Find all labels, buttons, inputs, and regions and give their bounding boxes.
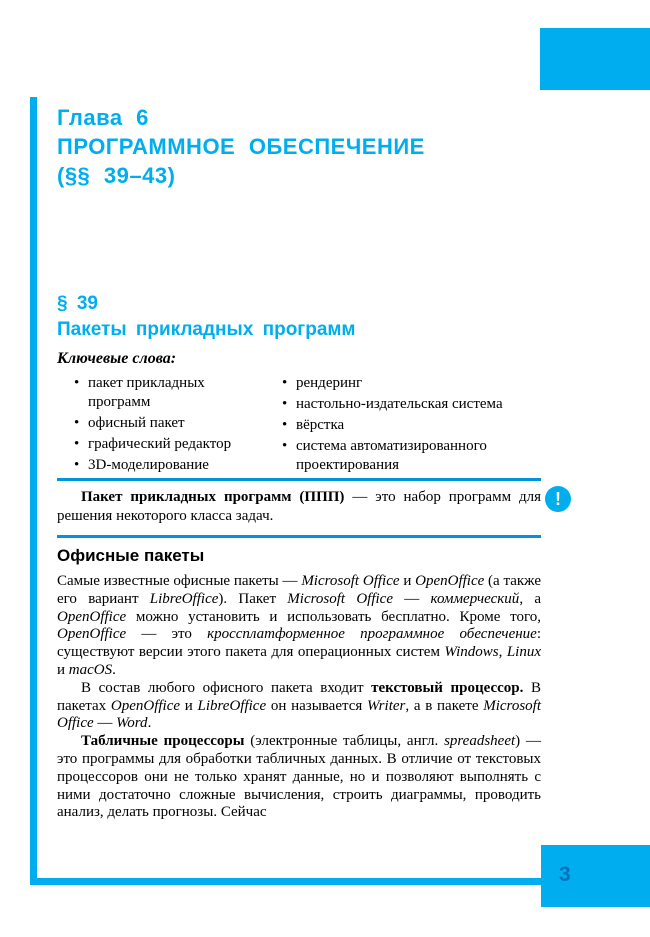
keywords-column-2	[280, 374, 532, 477]
keyword-item: • пакет прикладных программ	[72, 374, 240, 412]
keyword-item: • настольно-издательская система	[280, 395, 532, 414]
keywords-label: Ключевые слова:	[57, 350, 177, 367]
paragraph: Самые известные офисные пакеты — Microsoft Office и OpenOffice (а также его вариант LibreOffice). Пакет Microsoft Office — коммерческий, а OpenOffice можно установить и использовать бесплатно. Кроме того, OpenOffice — это кроссплатформенное программное обеспечение: существуют версии этого пакета для операционных систем Windows, Linux и macOS.	[57, 573, 542, 678]
definition-text: Пакет прикладных программ (ППП) — это набор программ для решения некоторого класса задач.	[57, 489, 542, 524]
page-number: 3	[559, 863, 571, 886]
body-text	[57, 573, 541, 822]
keyword-item: • рендеринг	[280, 374, 532, 393]
left-accent-bar	[30, 97, 37, 885]
bottom-right-accent-block	[541, 845, 650, 907]
chapter-line-1: Глава 6	[57, 105, 149, 130]
subsection-heading: Офисные пакеты	[57, 546, 205, 565]
chapter-line-3: (§§ 39–43)	[57, 163, 176, 188]
top-right-accent-block	[540, 28, 650, 90]
keywords-column-1	[72, 374, 240, 477]
keyword-item: • 3D-моделирование	[72, 456, 240, 475]
chapter-heading	[57, 103, 541, 190]
paragraph: Табличные процессоры (электронные таблицы, англ. spreadsheet) — это программы для обработки табличных данных. В отличие от текстовых процессоров они не только хранят данные, но и позволяют выполнять с ними достаточно сложные вычисления, строить диаграммы, проводить анализ, делать прогнозы. Сейчас	[57, 733, 542, 821]
keyword-item: • система автоматизированного проектирования	[280, 437, 532, 475]
keyword-item: • офисный пакет	[72, 414, 240, 433]
exclamation-icon: !	[545, 486, 571, 512]
section-heading	[57, 291, 541, 343]
chapter-line-2: ПРОГРАММНОЕ ОБЕСПЕЧЕНИЕ	[57, 134, 425, 159]
paragraph: В состав любого офисного пакета входит текстовый процессор. В пакетах OpenOffice и LibreOffice он называется Writer, а в пакете Microsoft Office — Word.	[57, 679, 542, 732]
section-title: Пакеты прикладных программ	[57, 319, 356, 340]
bottom-accent-bar	[30, 878, 541, 885]
keyword-item: • графический редактор	[72, 435, 240, 454]
definition-box	[57, 478, 541, 538]
section-number: § 39	[57, 293, 98, 314]
keyword-item: • вёрстка	[280, 416, 532, 435]
